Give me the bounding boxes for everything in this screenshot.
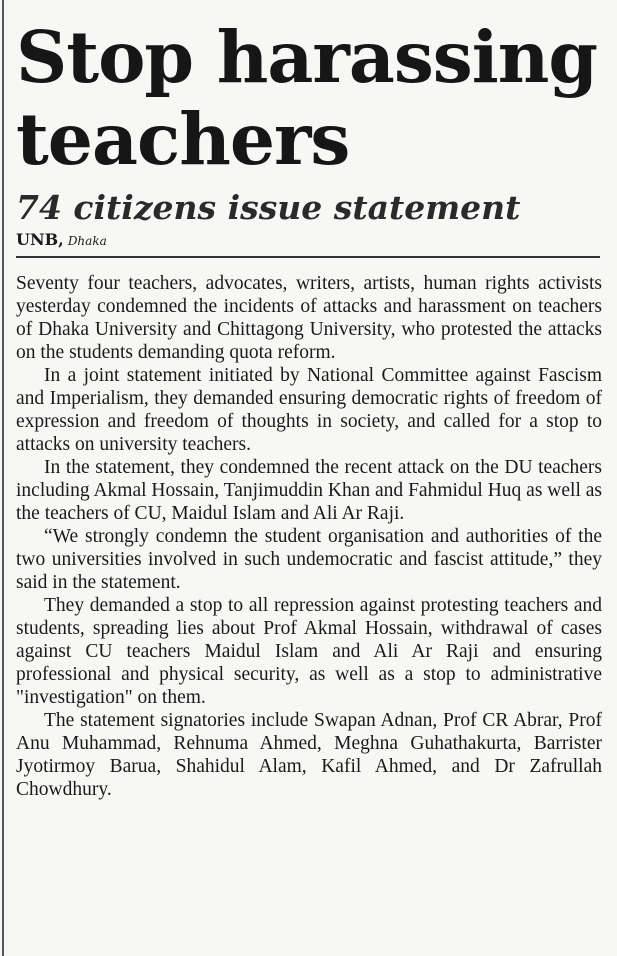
paragraph: They demanded a stop to all repression against protesting teachers and students, spreading lies about Prof Akmal Hossain, withdrawal of cases against CU teachers Maidul Islam and Ali Ar Raji and ensuring professional and physical security, as well as a stop to administrative "investigation" on them. — [16, 595, 602, 708]
paragraph: The statement signatories include Swapan Adnan, Prof CR Abrar, Prof Anu Muhammad, Rehnuma Ahmed, Meghna Guhathakurta, Barrister Jyotirmoy Barua, Shahidul Alam, Kafil Ahmed, and Dr Zafrullah Chowdhury. — [16, 710, 602, 800]
headline: Stop harassing teachers — [16, 15, 598, 181]
article-body — [16, 272, 602, 801]
news-article — [16, 0, 602, 801]
paragraph: In a joint statement initiated by National Committee against Fascism and Imperialism, they demanded ensuring democratic rights of freedom of expression and freedom of thoughts in society, and called for a stop to attacks on university teachers. — [16, 365, 602, 455]
subheadline: 74 citizens issue statement — [16, 188, 521, 227]
byline — [16, 232, 600, 258]
paragraph: Seventy four teachers, advocates, writers, artists, human rights activists yesterday condemned the incidents of attacks and harassment on teachers of Dhaka University and Chittagong University, who protested the attacks on the students demanding quota reform. — [16, 273, 602, 363]
column-rule — [2, 0, 4, 956]
paragraph: “We strongly condemn the student organisation and authorities of the two universities involved in such undemocratic and fascist attitude,” they said in the statement. — [16, 526, 602, 593]
byline-agency: UNB, — [16, 230, 64, 249]
paragraph: In the statement, they condemned the recent attack on the DU teachers including Akmal Hossain, Tanjimuddin Khan and Fahmidul Huq as well as the teachers of CU, Maidul Islam and Ali Ar Raji. — [16, 457, 602, 524]
byline-location: Dhaka — [67, 234, 107, 248]
